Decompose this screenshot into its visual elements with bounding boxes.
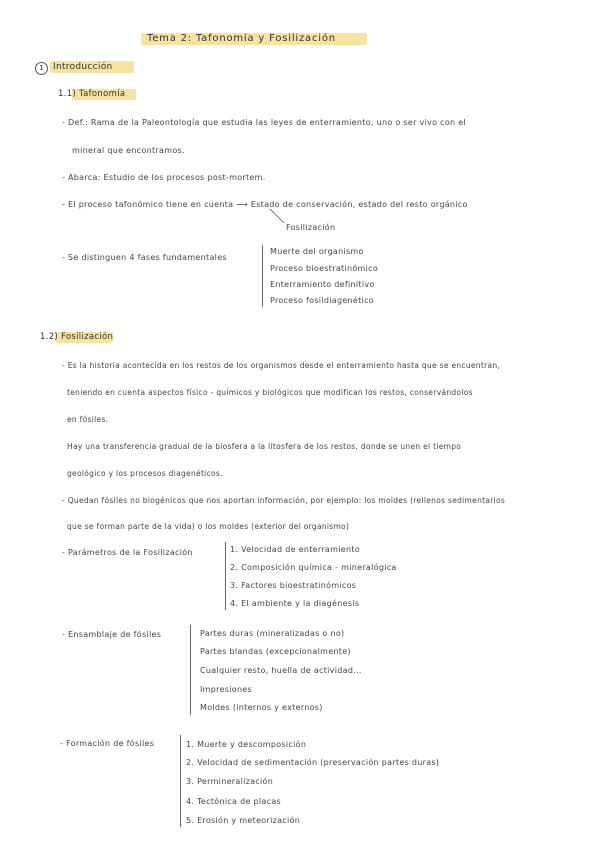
paragraph-line: - Abarca: Estudio de los procesos post-mortem. [62, 173, 266, 182]
list-item: 4. Tectónica de placas [186, 797, 282, 806]
factors-intro: - Parámetros de la Fosilización [62, 548, 193, 557]
paragraph-line: teniendo en cuenta aspectos físico - químicos y biológicos que modifican los restos, conservándolos [67, 388, 473, 397]
list-item: 3. Permineralización [186, 777, 274, 786]
bracket [225, 542, 226, 610]
fossils-intro: - Ensamblaje de fósiles [62, 630, 162, 639]
section-title: Introducción [53, 62, 113, 72]
paragraph-line: que se forman parte de la vida) o los moldes (exterior del organismo) [67, 522, 350, 531]
paragraph-line: - El proceso tafonómico tiene en cuenta ⟶ Estado de conservación, estado del resto orgánico [62, 200, 468, 209]
section-number: 1 [35, 62, 48, 75]
list-item: 4. El ambiente y la diagénesis [230, 599, 360, 608]
paragraph-line: geológico y los procesos diagenéticos. [67, 469, 223, 478]
bracket [180, 735, 181, 827]
paragraph-line: - Def.: Rama de la Paleontología que estudia las leyes de enterramiento, uno o ser vivo con el [62, 118, 467, 127]
list-item: 1. Muerte y descomposición [186, 740, 307, 749]
paragraph-line: - Es la historia acontecida en los restos de los organismos desde el enterramiento hasta que se encuentran, [62, 361, 501, 370]
page-title: Tema 2: Tafonomía y Fosilización [147, 33, 336, 44]
list-item: 3. Factores bioestratinómicos [230, 581, 357, 590]
bracket [190, 625, 191, 715]
list-item: Enterramiento definitivo [270, 280, 375, 289]
list-item: Muerte del organismo [270, 247, 364, 256]
paragraph-line: mineral que encontramos. [72, 146, 185, 155]
formation-intro: - Formación de fósiles [60, 739, 155, 748]
subsection-title: 1.1) Tafonomía [58, 89, 126, 99]
paragraph-line: - Quedan fósiles no biogénicos que nos aportan información, por ejemplo: los moldes (rellenos sedimentarios [62, 496, 506, 505]
phases-intro: - Se distinguen 4 fases fundamentales [62, 253, 227, 262]
list-item: 2. Composición química - mineralógica [230, 563, 397, 572]
list-item: 2. Velocidad de sedimentación (preservación partes duras) [186, 758, 440, 767]
list-item: Partes duras (mineralizadas o no) [200, 629, 345, 638]
list-item: Partes blandas (excepcionalmente) [200, 647, 351, 656]
list-item: Impresiones [200, 685, 253, 694]
list-item: Moldes (internos y externos) [200, 703, 323, 712]
subsection-title: 1.2) Fosilización [40, 332, 114, 342]
list-item: 1. Velocidad de enterramiento [230, 545, 360, 554]
list-item: Proceso bioestratinómico [270, 264, 379, 273]
list-item: 5. Erosión y meteorización [186, 816, 301, 825]
list-item: Cualquier resto, huella de actividad... [200, 666, 362, 675]
paragraph-line: en fósiles. [67, 415, 109, 424]
list-item: Proceso fosildiagenético [270, 296, 374, 305]
paragraph-line: Hay una transferencia gradual de la biosfera a la litosfera de los restos, donde se unen el tiempo [67, 442, 462, 451]
bracket [262, 245, 263, 307]
paragraph-line: Fosilización [286, 223, 336, 232]
